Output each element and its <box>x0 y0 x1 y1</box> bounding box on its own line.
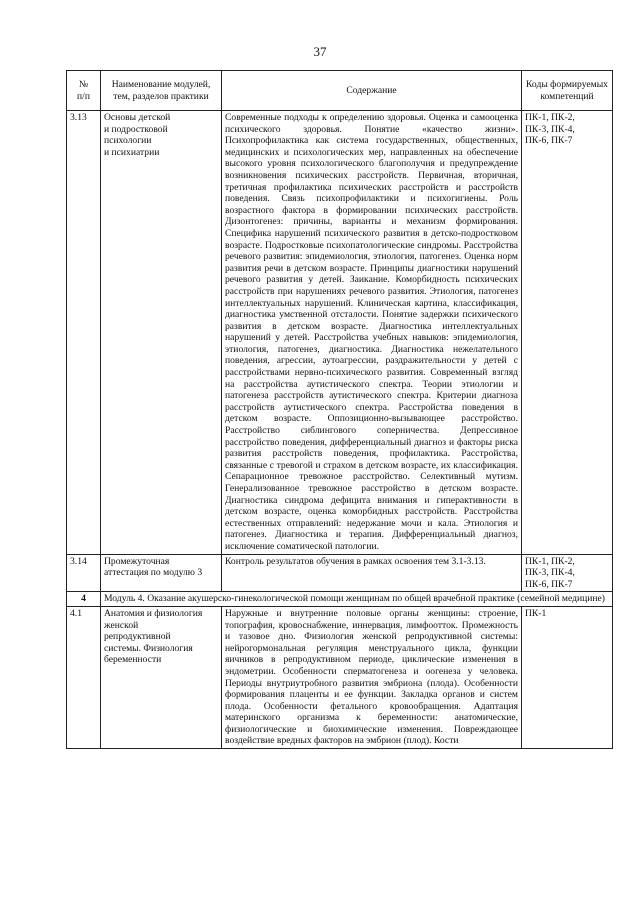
row-name: Промежуточная аттестация по модулю 3 <box>101 554 222 592</box>
curriculum-table <box>66 70 613 749</box>
module-number: 4 <box>67 592 101 607</box>
module-row <box>67 592 613 607</box>
competence-code: ПК-3, ПК-4, <box>525 123 575 135</box>
header-name: Наименование модулей, тем, разделов практики <box>101 71 222 111</box>
page-number: 37 <box>313 44 327 59</box>
header-competences: Коды формируемых компетенций <box>522 71 613 111</box>
competence-code: ПК-6, ПК-7 <box>525 578 573 590</box>
table-header-row <box>67 71 613 111</box>
row-number: 3.14 <box>67 554 101 592</box>
row-competences <box>522 554 613 592</box>
header-num: № п/п <box>67 71 101 111</box>
header-content: Содержание <box>222 71 522 111</box>
competence-code: ПК-1, ПК-2, <box>525 112 575 123</box>
row-content: Современные подходы к определению здоровья. Оценка и самооценка психического здоровья. Понятие «качество жизни». Психопрофилактика как система государственных, общественных, медицинских и психологических мер, направленных на обеспечение высокого уровня психологического благополучия и предупреждение возникновения психических расстройств. Первичная, вторичная, третичная профилактика психических расстройств и расстройств поведения. Связь психопрофилактики и психогигиены. Роль возрастного фактора в формировании психических расстройств. Дизонтогенез: причины, варианты и механизм формирования. Специфика нарушений психического развития в детско-подростковом возрасте. Подростковые психопатологические синдромы. Расстройства речевого развития: эпидемиология, этиология, патогенез. Оценка норм развития речи в детском возрасте. Принципы диагностики нарушений речевого развития у детей. Заикание. Коморбидность психических расстройств при нарушениях речевого развития. Этиология, патогенез интеллектуальных нарушений. Клиническая картина, классификация, диагностика умственной отсталости. Понятие задержки психического развития в детском возрасте. Диагностика интеллектуальных нарушений у детей. Расстройства учебных навыков: эпидемиология, этиология, патогенез, диагностика. Диагностика нежелательного поведения, агрессии, аутоагрессии, раздражительности у детей с расстройствами нервно-психического развития. Современный взгляд на расстройства аутистического спектра. Теории этиологии и патогенеза расстройств аутистического спектра. Критерии диагноза расстройств аутистического спектра. Расстройства поведения в детском возрасте. Оппозиционно-вызывающее расстройство. Расстройство сиблингового соперничества. Депрессивное расстройство поведения, дифференциальный диагноз и факторы риска развития расстройств поведения, профилактика. Расстройства, связанные с тревогой и страхом в детском возрасте, их классификация. Сепарационное тревожное расстройство. Селективный мутизм. Генерализованное тревожное расстройство в детском возрасте. Диагностика синдрома дефицита внимания и гиперактивности в детском возрасте, оценка коморбидных расстройств. Расстройства естественных отправлений: недержание мочи и кала. Этиология и патогенез. Диагностика и терапия. Дифференциальный диагноз, исключение соматической патологии. <box>222 111 522 555</box>
competence-code: ПК-1 <box>525 607 547 619</box>
row-name: Анатомия и физиология женской репродуктивной системы. Физиология беременности <box>101 606 222 748</box>
row-competences <box>522 111 613 555</box>
row-number: 3.13 <box>67 111 101 555</box>
competence-code: ПК-3, ПК-4, <box>525 567 575 579</box>
competence-code: ПК-1, ПК-2, <box>525 555 575 567</box>
module-title: Модуль 4. Оказание акушерско-гинекологической помощи женщинам по общей врачебной практике (семейной медицине) <box>101 592 613 607</box>
table-row <box>67 606 613 748</box>
row-content: Контроль результатов обучения в рамках освоения тем 3.1-3.13. <box>222 554 522 592</box>
row-name: Основы детской и подростковой психологии и психиатрии <box>101 111 222 555</box>
row-number: 4.1 <box>67 606 101 748</box>
competence-code: ПК-6, ПК-7 <box>525 135 573 147</box>
table-row <box>67 554 613 592</box>
row-competences <box>522 606 613 748</box>
row-content: Наружные и внутренние половые органы женщины: строение, топография, кровоснабжение, иннервация, лимфоотток. Промежность и тазовое дно. Физиология женской репродуктивной системы: нейрогормональная регуляция менструального цикла, функции яичников в репродуктивном периоде, циклические изменения в эндометрии. Особенности сперматогенеза и оогенеза у человека. Периоды внутриутробного развития эмбриона (плода). Особенности формирования плаценты и ее функции. Закладка органов и систем плода. Особенности фетального кровообращения. Адаптация материнского организма к беременности: анатомические, физиологические и биохимические изменения. Повреждающее воздействие вредных факторов на эмбрион (плод). Кости <box>222 606 522 748</box>
table-row <box>67 111 613 555</box>
